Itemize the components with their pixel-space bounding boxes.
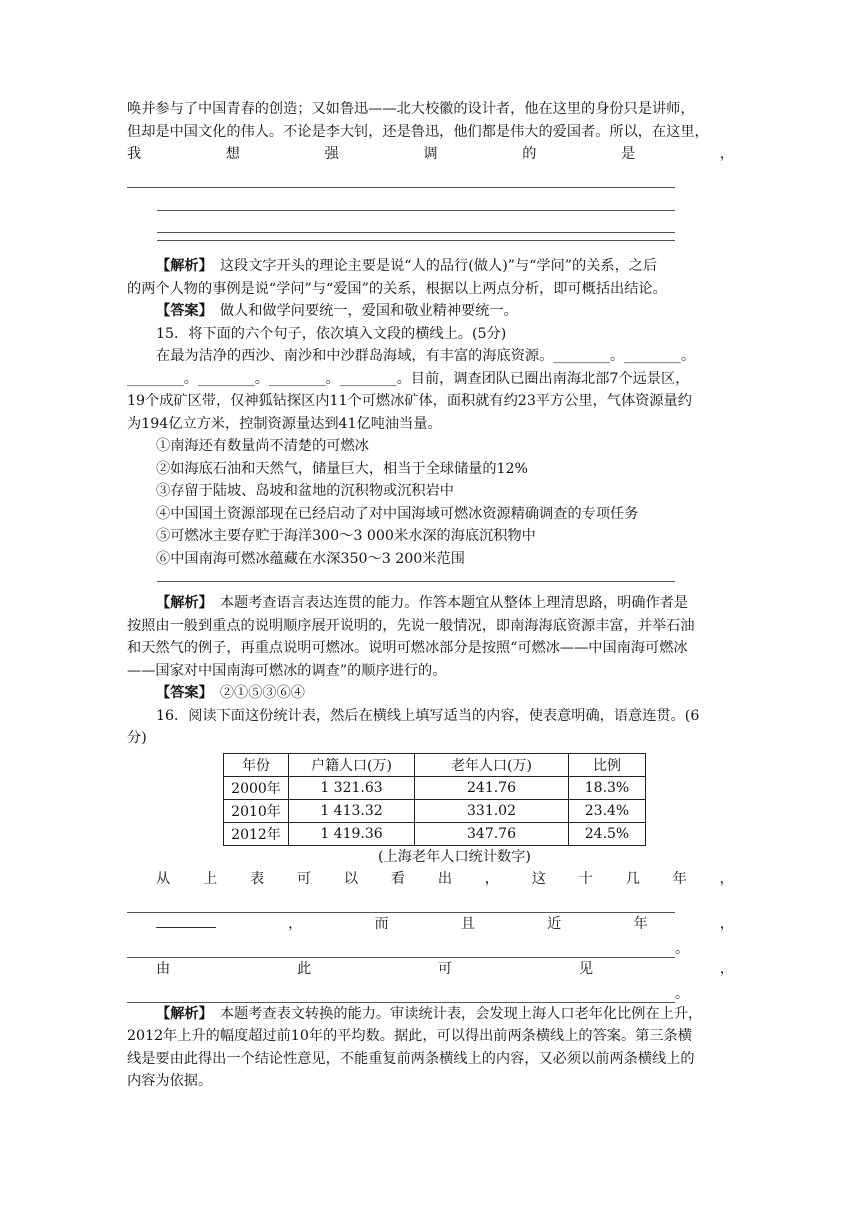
answer-line[interactable] [127, 890, 675, 913]
prompt-char: 年 [633, 915, 648, 932]
table-header: 年份 [224, 753, 289, 776]
prompt-char: 看 [390, 870, 406, 887]
prompt-char: 年 [672, 870, 687, 887]
prompt-char: ， [719, 146, 734, 162]
period-mark: 。 [675, 940, 690, 957]
option-item: ⑤可燃冰主要存贮于海洋300～3 000米水深的海底沉积物中 [156, 528, 536, 544]
prompt-char: ， [288, 915, 303, 932]
option-item: ④中国国土资源部现在已经启动了对中国海域可燃冰资源精确调查的专项任务 [156, 505, 639, 522]
answer-line[interactable] [157, 233, 675, 241]
table-cell: 23.4% [569, 799, 646, 822]
table-cell: 347.76 [415, 822, 569, 845]
prompt-line [127, 868, 734, 891]
table-cell: 241.76 [415, 776, 569, 799]
paragraph-line: 为194亿立方米，控制资源量达到41亿吨油当量。 [127, 415, 442, 432]
option-item: ③存留于陆坡、岛坡和盆地的沉积物或沉积岩中 [156, 483, 454, 499]
prompt-line [127, 143, 734, 166]
analysis-text: 本题考查语言表达连贯的能力。作答本题宜从整体上理清思路，明确作者是 [205, 595, 689, 611]
analysis-label: 【解析】 [156, 258, 206, 274]
paragraph-line: 但却是中国文化的伟人。不论是李大钊，还是鲁迅，他们都是伟大的爱国者。所以，在这里， [127, 123, 709, 140]
analysis-line [127, 1003, 734, 1026]
analysis-line: 内容为依据。 [127, 1073, 213, 1089]
analysis-line: ——国家对中国南海可燃冰的调查”的顺序进行的。 [127, 662, 447, 679]
answer-line[interactable] [127, 980, 675, 1003]
prompt-char: 可 [437, 960, 453, 977]
fill-blank[interactable] [156, 913, 216, 928]
analysis-label: 【解析】 [156, 1005, 206, 1022]
analysis-line: 的两个人物的事例是说“学问”与“爱国”的关系，根据以上两点分析，即可概括出结论。 [127, 280, 667, 297]
analysis-line: 线是要由此得出一个结论性意见，不能重复前两条横线上的内容，又必须以前两条横线上的 [127, 1050, 695, 1067]
analysis-line [127, 255, 734, 278]
answer-line[interactable] [157, 188, 675, 211]
prompt-char: 且 [460, 915, 475, 932]
prompt-char: 此 [296, 960, 312, 977]
answer-line-row [127, 935, 734, 958]
table-cell: 331.02 [415, 799, 569, 822]
answer-label: 【答案】 [156, 685, 206, 701]
table-cell: 2012年 [224, 822, 289, 845]
prompt-char: 表 [249, 870, 265, 887]
analysis-line: 和天然气的例子，再重点说明可燃冰。说明可燃冰部分是按照“可燃冰——中国南海可燃冰 [127, 640, 688, 656]
table-header: 户籍人口(万) [289, 753, 415, 776]
paragraph-line: 19个成矿区带，仅神狐钻探区内11个可燃冰矿体，面积就有约23平方公里，气体资源量约 [127, 393, 692, 409]
answer-line-row [127, 980, 734, 1003]
table-cell: 24.5% [569, 822, 646, 845]
prompt-char: 十 [578, 870, 593, 887]
prompt-char: 见 [578, 960, 594, 977]
prompt-char: 上 [202, 870, 218, 887]
question-stem: 分) [127, 730, 147, 746]
table-cell: 2010年 [224, 799, 289, 822]
prompt-char: 的 [522, 146, 537, 162]
option-item: ②如海底石油和天然气，储量巨大，相当于全球储量的12% [156, 460, 529, 477]
prompt-char: ， [484, 870, 499, 887]
option-item: ①南海还有数量尚不清楚的可燃冰 [156, 438, 369, 454]
table-cell: 18.3% [569, 776, 646, 799]
prompt-char: 调 [423, 146, 438, 162]
answer-line[interactable] [127, 935, 675, 958]
analysis-line: 按照由一般到重点的说明顺序展开说明的，先说一般情况，即南海海底资源丰富，并举石油 [127, 617, 695, 634]
prompt-char: 强 [324, 146, 339, 162]
document-page [127, 98, 734, 1093]
table-header-row [224, 753, 646, 776]
paragraph-line: 在最为洁净的西沙、南沙和中沙群岛海域，有丰富的海底资源。________。________。 [156, 348, 696, 364]
table-row [224, 822, 646, 845]
question-stem: 16．阅读下面这份统计表，然后在横线上填写适当的内容，使表意明确，语意连贯。(6 [156, 707, 700, 724]
analysis-line [127, 592, 734, 615]
answer-line-text [127, 682, 734, 705]
table-row [224, 776, 646, 799]
prompt-char: 由 [156, 960, 171, 977]
period-mark: 。 [675, 985, 690, 1002]
prompt-char: 而 [374, 915, 389, 932]
table-cell: 1 413.32 [289, 799, 415, 822]
prompt-line [127, 913, 734, 936]
table-header: 比例 [569, 753, 646, 776]
table-cell: 1 321.63 [289, 776, 415, 799]
answer-text: ②①⑤③⑥④ [205, 685, 305, 701]
stats-table [223, 753, 646, 846]
analysis-label: 【解析】 [156, 595, 206, 611]
prompt-char: 从 [156, 870, 171, 887]
table-caption: (上海老年人口统计数字) [378, 848, 531, 865]
analysis-line: 2012年上升的幅度超过前10年的平均数。据此，可以得出前两条横线上的答案。第三条横 [127, 1028, 692, 1044]
answer-text: 做人和做学问要统一，爱国和敬业精神要统一。 [205, 303, 518, 319]
prompt-char: 想 [225, 146, 240, 162]
prompt-char: ， [719, 870, 734, 887]
table-cell: 1 419.36 [289, 822, 415, 845]
prompt-char: 几 [625, 870, 640, 887]
table-cell: 2000年 [224, 776, 289, 799]
prompt-line [127, 958, 734, 981]
question-stem: 15．将下面的六个句子，依次填入文段的横线上。(5分) [156, 325, 507, 342]
analysis-text: 本题考查表文转换的能力。审读统计表，会发现上海人口老年化比例在上升， [205, 1005, 703, 1022]
answer-line[interactable] [127, 166, 675, 189]
answer-label: 【答案】 [156, 303, 206, 319]
prompt-char: 以 [343, 870, 359, 887]
prompt-char: ， [719, 960, 734, 977]
answer-line[interactable] [157, 570, 675, 582]
paragraph-line: ________。________。________。________。目前，调查团队已圈出南海北部7个远景区， [127, 370, 690, 387]
prompt-char: 可 [296, 870, 312, 887]
prompt-char: 这 [531, 870, 546, 887]
prompt-char: 我 [127, 146, 142, 162]
answer-line-text [127, 300, 734, 323]
analysis-text: 这段文字开头的理论主要是说“人的品行(做人)”与“学问”的关系，之后 [205, 258, 658, 274]
option-item: ⑥中国南海可燃冰蕴藏在水深350～3 200米范围 [156, 550, 465, 567]
prompt-char: 是 [620, 146, 636, 162]
prompt-char: 近 [547, 915, 562, 932]
prompt-char: 出 [437, 870, 453, 887]
paragraph-line: 唤并参与了中国青春的创造；又如鲁迅——北大校徽的设计者，他在这里的身份只是讲师， [127, 101, 695, 117]
table-row [224, 799, 646, 822]
prompt-char: ， [719, 915, 734, 932]
answer-line[interactable] [157, 211, 675, 234]
table-header: 老年人口(万) [415, 753, 569, 776]
